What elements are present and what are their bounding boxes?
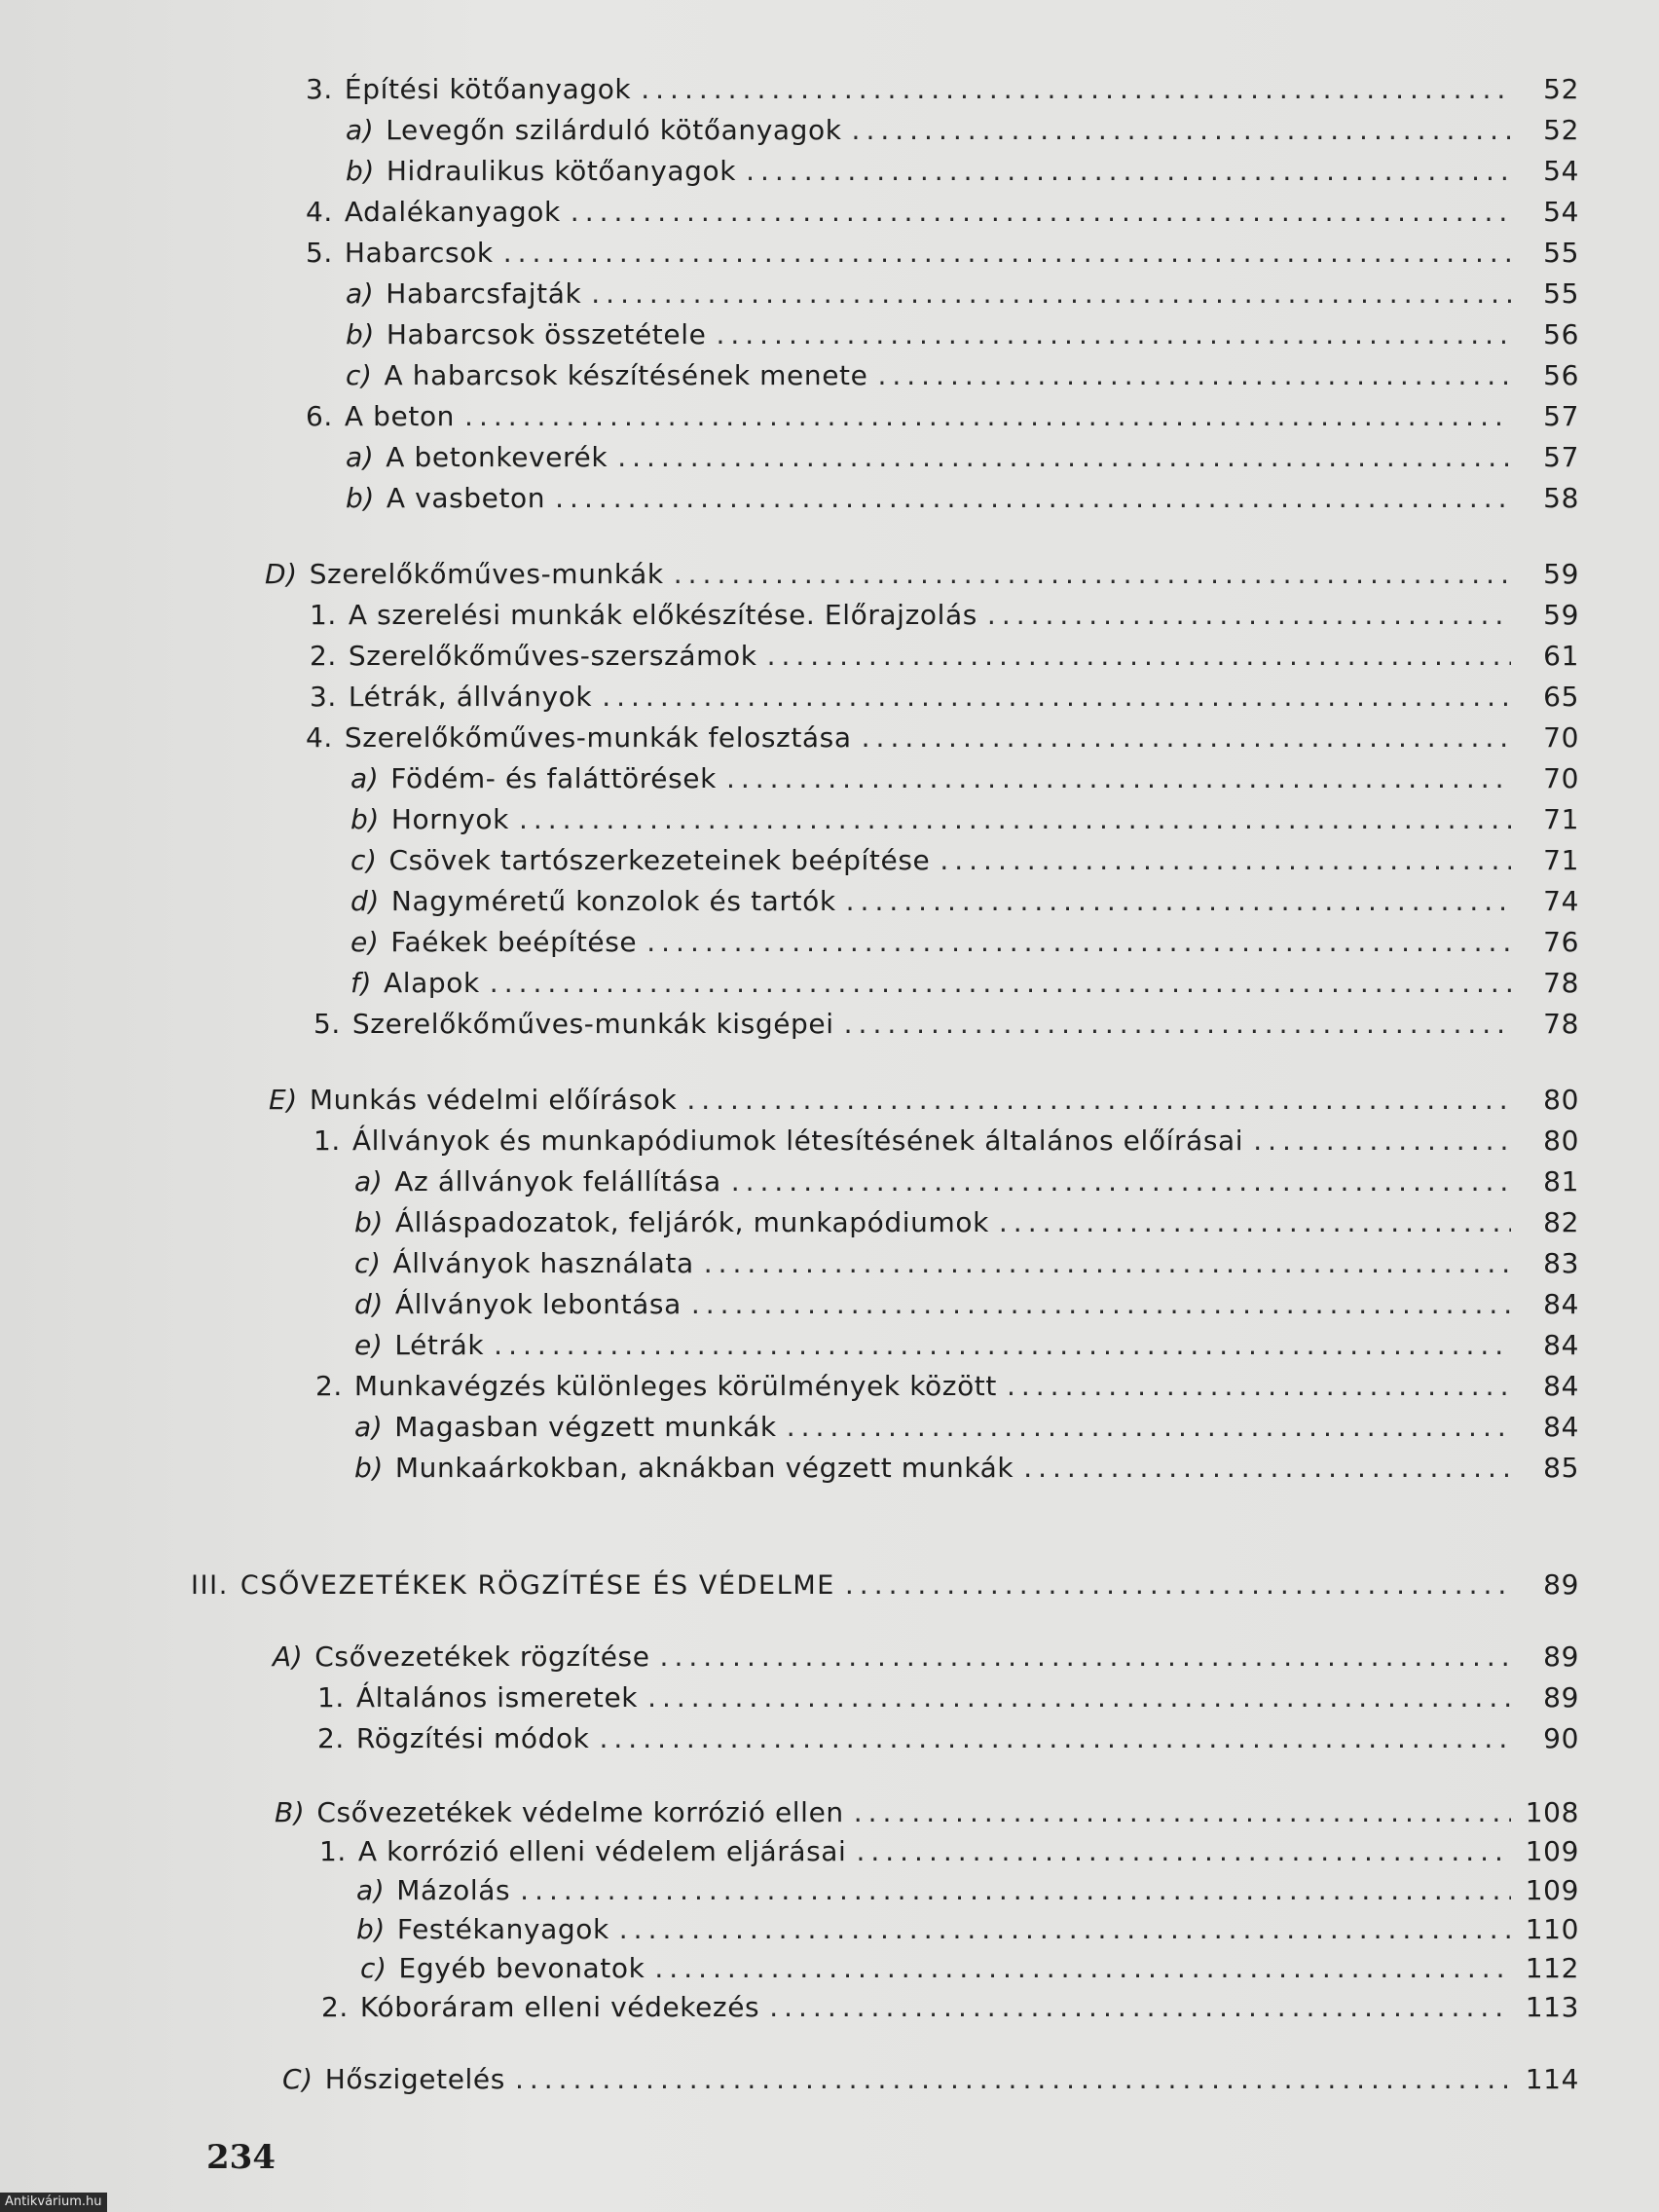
chapter-number: III. xyxy=(191,1570,229,1601)
entry-number: 5. xyxy=(306,237,333,269)
entry-page: 89 xyxy=(1543,1681,1579,1714)
dot-leader xyxy=(686,1081,1511,1120)
dot-leader xyxy=(1023,1449,1511,1488)
dot-leader xyxy=(854,1793,1511,1832)
entry-page: 108 xyxy=(1525,1796,1579,1828)
entry-number: 1. xyxy=(319,1835,347,1867)
entry-title: Alapok xyxy=(383,967,480,999)
dot-leader xyxy=(999,1203,1511,1242)
entry-title: Munkaárkokban, aknákban végzett munkák xyxy=(394,1452,1014,1484)
section-title: Hőszigetelés xyxy=(324,2063,505,2095)
entry-page: 90 xyxy=(1543,1722,1579,1754)
toc-entry xyxy=(346,356,1579,395)
entry-title: Faékek beépítése xyxy=(390,926,638,958)
entry-marker: c) xyxy=(360,1952,387,1984)
entry-title: Szerelőkőműves-munkák kisgépei xyxy=(351,1008,834,1040)
toc-entry xyxy=(346,479,1579,518)
toc-entry xyxy=(356,1871,1579,1910)
entry-page: 54 xyxy=(1543,155,1579,187)
entry-marker: b) xyxy=(354,1206,384,1238)
entry-title: Állványok lebontása xyxy=(394,1288,682,1320)
toc-entry xyxy=(306,719,1579,757)
dot-leader xyxy=(520,1871,1511,1910)
entry-marker: f) xyxy=(350,967,372,999)
entry-page: 113 xyxy=(1525,1991,1579,2023)
toc-entry xyxy=(350,923,1579,962)
toc-entry xyxy=(346,111,1579,150)
entry-number: 2. xyxy=(315,1370,343,1402)
entry-title: Rögzítési módok xyxy=(355,1722,590,1754)
entry-title: Mázolás xyxy=(396,1874,511,1906)
entry-page: 56 xyxy=(1543,359,1579,391)
entry-title: A habarcsok készítésének menete xyxy=(384,359,868,391)
entry-page: 78 xyxy=(1543,967,1579,999)
toc-entry xyxy=(354,1449,1579,1488)
section-marker: D) xyxy=(265,558,298,590)
entry-page: 55 xyxy=(1543,277,1579,310)
dot-leader xyxy=(769,1988,1511,2027)
entry-title: A betonkeverék xyxy=(386,441,608,473)
dot-leader xyxy=(660,1638,1511,1677)
dot-leader xyxy=(591,275,1511,313)
entry-title: Nagyméretű konzolok és tartók xyxy=(390,885,836,917)
entry-page: 83 xyxy=(1543,1247,1579,1279)
dot-leader xyxy=(515,2060,1511,2099)
entry-title: Építési kötőanyagok xyxy=(344,73,632,105)
entry-page: 114 xyxy=(1525,2063,1579,2095)
toc-entry xyxy=(350,882,1579,921)
entry-marker: b) xyxy=(354,1452,384,1484)
dot-leader xyxy=(767,637,1511,676)
entry-title: Az állványok felállítása xyxy=(394,1165,721,1198)
entry-number: 3. xyxy=(310,681,337,713)
dot-leader xyxy=(647,1678,1511,1717)
entry-title: Munkavégzés különleges körülmények között xyxy=(353,1370,997,1402)
entry-number: 1. xyxy=(310,599,337,631)
entry-marker: a) xyxy=(354,1411,384,1443)
entry-page: 84 xyxy=(1543,1288,1579,1320)
dot-leader xyxy=(600,1719,1512,1758)
section-title: Csővezetékek rögzítése xyxy=(314,1641,650,1673)
dot-leader xyxy=(846,882,1511,921)
toc-entry xyxy=(350,759,1579,798)
dot-leader xyxy=(731,1162,1511,1201)
toc-entry xyxy=(354,1326,1579,1365)
toc-entry xyxy=(306,397,1579,436)
toc-entry xyxy=(317,1719,1579,1758)
toc-entry xyxy=(354,1244,1579,1283)
entry-marker: a) xyxy=(356,1874,386,1906)
entry-marker: a) xyxy=(350,762,380,794)
entry-title: A korrózió elleni védelem eljárásai xyxy=(357,1835,847,1867)
dot-leader xyxy=(641,70,1511,109)
section-title: Csővezetékek védelme korrózió ellen xyxy=(316,1796,844,1828)
dot-leader xyxy=(877,356,1511,395)
dot-leader xyxy=(617,438,1511,477)
entry-title: Födém- és faláttörések xyxy=(390,762,717,794)
section-marker: B) xyxy=(275,1796,306,1828)
toc-section xyxy=(275,1793,1579,1832)
dot-leader xyxy=(787,1408,1511,1447)
entry-page: 61 xyxy=(1543,640,1579,672)
toc-entry xyxy=(310,678,1579,717)
entry-page: 80 xyxy=(1543,1084,1579,1116)
entry-title: Létrák, állványok xyxy=(348,681,593,713)
entry-page: 74 xyxy=(1543,885,1579,917)
entry-title: Általános ismeretek xyxy=(355,1681,639,1714)
entry-title: Festékanyagok xyxy=(396,1913,609,1945)
entry-page: 80 xyxy=(1543,1124,1579,1157)
entry-title: Hornyok xyxy=(390,803,509,835)
section-marker: E) xyxy=(269,1084,298,1116)
toc-entry xyxy=(356,1910,1579,1949)
entry-marker: a) xyxy=(354,1165,384,1198)
entry-page: 65 xyxy=(1543,681,1579,713)
entry-title: Levegőn szilárduló kötőanyagok xyxy=(386,114,842,146)
entry-marker: b) xyxy=(346,318,375,350)
entry-number: 2. xyxy=(310,640,337,672)
section-title: Szerelőkőműves-munkák xyxy=(309,558,664,590)
toc-entry xyxy=(350,800,1579,839)
entry-title: Álláspadozatok, feljárók, munkapódiumok xyxy=(394,1206,989,1238)
section-title: Munkás védelmi előírások xyxy=(309,1084,678,1116)
section-marker: C) xyxy=(282,2063,313,2095)
entry-number: 2. xyxy=(321,1991,349,2023)
entry-title: Szerelőkőműves-munkák felosztása xyxy=(344,721,852,754)
section-marker: A) xyxy=(273,1641,304,1673)
dot-leader xyxy=(845,1566,1511,1604)
dot-leader xyxy=(856,1832,1511,1871)
entry-page: 84 xyxy=(1543,1329,1579,1361)
entry-page: 76 xyxy=(1543,926,1579,958)
dot-leader xyxy=(987,596,1511,635)
entry-marker: b) xyxy=(350,803,380,835)
dot-leader xyxy=(519,800,1511,839)
toc-entry xyxy=(346,315,1579,354)
dot-leader xyxy=(490,964,1511,1003)
entry-marker: b) xyxy=(346,155,375,187)
entry-title: Habarcsok összetétele xyxy=(386,318,707,350)
entry-page: 109 xyxy=(1525,1835,1579,1867)
toc-entry xyxy=(354,1203,1579,1242)
toc-entry xyxy=(354,1162,1579,1201)
entry-marker: c) xyxy=(350,844,378,876)
dot-leader xyxy=(726,759,1511,798)
dot-leader xyxy=(654,1949,1511,1988)
entry-page: 71 xyxy=(1543,803,1579,835)
dot-leader xyxy=(940,841,1511,880)
entry-title: Habarcsok xyxy=(344,237,494,269)
entry-title: Állványok és munkapódiumok létesítésének általános előírásai xyxy=(351,1124,1244,1157)
entry-page: 82 xyxy=(1543,1206,1579,1238)
toc-entry xyxy=(350,841,1579,880)
entry-number: 5. xyxy=(313,1008,341,1040)
entry-title: A vasbeton xyxy=(386,482,546,514)
entry-title: A szerelési munkák előkészítése. Előrajzolás xyxy=(348,599,977,631)
entry-page: 55 xyxy=(1543,237,1579,269)
entry-page: 70 xyxy=(1543,721,1579,754)
entry-page: 85 xyxy=(1543,1452,1579,1484)
toc-section xyxy=(269,1081,1579,1120)
entry-page: 59 xyxy=(1543,599,1579,631)
dot-leader xyxy=(862,719,1511,757)
dot-leader xyxy=(691,1285,1511,1324)
entry-number: 1. xyxy=(313,1124,341,1157)
toc-entry xyxy=(346,152,1579,191)
dot-leader xyxy=(746,152,1511,191)
entry-title: Egyéb bevonatok xyxy=(398,1952,645,1984)
entry-marker: d) xyxy=(350,885,380,917)
toc-entry xyxy=(310,596,1579,635)
toc-entry xyxy=(313,1122,1579,1161)
entry-title: Adalékanyagok xyxy=(344,196,561,228)
dot-leader xyxy=(619,1910,1511,1949)
dot-leader xyxy=(852,111,1511,150)
entry-page: 78 xyxy=(1543,1008,1579,1040)
entry-marker: a) xyxy=(346,114,375,146)
entry-marker: b) xyxy=(346,482,375,514)
entry-title: Magasban végzett munkák xyxy=(394,1411,777,1443)
entry-page: 70 xyxy=(1543,762,1579,794)
entry-page: 84 xyxy=(1543,1411,1579,1443)
toc-section xyxy=(282,2060,1579,2099)
toc-section xyxy=(265,555,1579,594)
entry-number: 4. xyxy=(306,721,333,754)
entry-number: 3. xyxy=(306,73,333,105)
entry-marker: e) xyxy=(354,1329,384,1361)
toc-entry xyxy=(346,438,1579,477)
toc-entry xyxy=(310,637,1579,676)
entry-page: 71 xyxy=(1543,844,1579,876)
entry-page: 52 xyxy=(1543,73,1579,105)
toc-entry xyxy=(354,1408,1579,1447)
entry-marker: a) xyxy=(346,277,375,310)
entry-page: 84 xyxy=(1543,1370,1579,1402)
entry-page: 52 xyxy=(1543,114,1579,146)
dot-leader xyxy=(602,678,1511,717)
entry-page: 59 xyxy=(1543,558,1579,590)
entry-title: Létrák xyxy=(394,1329,485,1361)
entry-page: 54 xyxy=(1543,196,1579,228)
toc-entry xyxy=(354,1285,1579,1324)
entry-page: 56 xyxy=(1543,318,1579,350)
entry-title: Csövek tartószerkezeteinek beépítése xyxy=(388,844,931,876)
dot-leader xyxy=(844,1005,1511,1044)
entry-number: 2. xyxy=(317,1722,345,1754)
chapter-title: CSŐVEZETÉKEK RÖGZÍTÉSE ÉS VÉDELME xyxy=(240,1570,835,1601)
entry-page: 89 xyxy=(1543,1641,1579,1673)
toc-entry xyxy=(350,964,1579,1003)
entry-title: Habarcsfajták xyxy=(386,277,582,310)
entry-marker: a) xyxy=(346,441,375,473)
entry-page: 81 xyxy=(1543,1165,1579,1198)
page-number: 234 xyxy=(206,2138,276,2177)
entry-page: 57 xyxy=(1543,441,1579,473)
entry-title: A beton xyxy=(344,400,456,432)
toc-entry xyxy=(319,1832,1579,1871)
toc-entry xyxy=(317,1678,1579,1717)
dot-leader xyxy=(1253,1122,1511,1161)
toc-entry xyxy=(315,1367,1579,1406)
dot-leader xyxy=(646,923,1511,962)
dot-leader xyxy=(704,1244,1511,1283)
toc-entry xyxy=(306,70,1579,109)
toc-entry xyxy=(306,234,1579,273)
entry-number: 1. xyxy=(317,1681,345,1714)
entry-title: Kóboráram elleni védekezés xyxy=(359,1991,760,2023)
entry-title: Állványok használata xyxy=(392,1247,694,1279)
entry-page: 112 xyxy=(1525,1952,1579,1984)
dot-leader xyxy=(494,1326,1511,1365)
entry-marker: e) xyxy=(350,926,380,958)
entry-page: 89 xyxy=(1543,1568,1579,1601)
dot-leader xyxy=(1007,1367,1511,1406)
entry-title: Szerelőkőműves-szerszámok xyxy=(348,640,757,672)
entry-number: 4. xyxy=(306,196,333,228)
dot-leader xyxy=(503,234,1511,273)
entry-page: 109 xyxy=(1525,1874,1579,1906)
toc-entry xyxy=(313,1005,1579,1044)
toc-entry xyxy=(306,193,1579,232)
entry-page: 110 xyxy=(1525,1913,1579,1945)
dot-leader xyxy=(716,315,1511,354)
toc-entry xyxy=(360,1949,1579,1988)
dot-leader xyxy=(464,397,1511,436)
entry-marker: c) xyxy=(354,1247,382,1279)
entry-title: Hidraulikus kötőanyagok xyxy=(386,155,737,187)
toc-section xyxy=(273,1638,1579,1677)
toc-chapter xyxy=(191,1566,1579,1604)
entry-marker: c) xyxy=(346,359,373,391)
entry-page: 58 xyxy=(1543,482,1579,514)
dot-leader xyxy=(674,555,1511,594)
entry-page: 57 xyxy=(1543,400,1579,432)
entry-number: 6. xyxy=(306,400,333,432)
dot-leader xyxy=(555,479,1511,518)
watermark: Antikvárium.hu xyxy=(0,2193,107,2212)
entry-marker: d) xyxy=(354,1288,384,1320)
toc-entry xyxy=(321,1988,1579,2027)
dot-leader xyxy=(571,193,1511,232)
toc-entry xyxy=(346,275,1579,313)
entry-marker: b) xyxy=(356,1913,386,1945)
